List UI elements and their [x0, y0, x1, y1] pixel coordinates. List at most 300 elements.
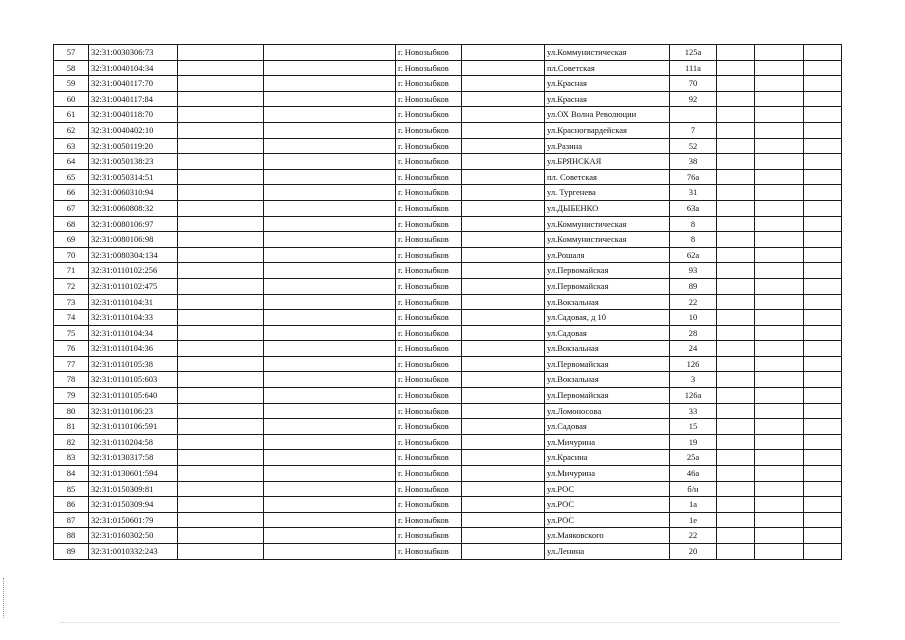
blank-cell: [178, 481, 264, 497]
city-name: г. Новозыбков: [396, 450, 462, 466]
house-number: 89: [670, 278, 717, 294]
street-name: ул.Первомайская: [545, 356, 670, 372]
blank-cell: [462, 544, 545, 560]
blank-cell: [755, 91, 804, 107]
city-name: г. Новозыбков: [396, 169, 462, 185]
blank-cell: [462, 497, 545, 513]
city-name: г. Новозыбков: [396, 497, 462, 513]
blank-cell: [717, 497, 755, 513]
blank-cell: [804, 247, 842, 263]
house-number: 70: [670, 76, 717, 92]
blank-cell: [804, 419, 842, 435]
house-number: 62а: [670, 247, 717, 263]
blank-cell: [178, 372, 264, 388]
blank-cell: [178, 91, 264, 107]
cadastral-number: 32:31:0040104:34: [89, 60, 178, 76]
blank-cell: [804, 388, 842, 404]
blank-cell: [264, 325, 396, 341]
blank-cell: [178, 294, 264, 310]
cadastral-number: 32:31:0110104:36: [89, 341, 178, 357]
blank-cell: [178, 310, 264, 326]
cadastral-number: 32:31:0080106:97: [89, 216, 178, 232]
blank-cell: [804, 263, 842, 279]
city-name: г. Новозыбков: [396, 263, 462, 279]
blank-cell: [462, 356, 545, 372]
blank-cell: [462, 294, 545, 310]
blank-cell: [804, 325, 842, 341]
house-number: 126а: [670, 388, 717, 404]
blank-cell: [755, 310, 804, 326]
blank-cell: [264, 107, 396, 123]
table-row: [54, 466, 842, 482]
blank-cell: [178, 169, 264, 185]
cadastral-number: 32:31:0110105:38: [89, 356, 178, 372]
blank-cell: [264, 481, 396, 497]
table-row: [54, 325, 842, 341]
blank-cell: [462, 403, 545, 419]
blank-cell: [755, 341, 804, 357]
blank-cell: [755, 434, 804, 450]
cadastral-number: 32:31:0040117:84: [89, 91, 178, 107]
city-name: г. Новозыбков: [396, 216, 462, 232]
street-name: ул.Садовая: [545, 325, 670, 341]
blank-cell: [804, 45, 842, 61]
blank-cell: [804, 138, 842, 154]
table-row: [54, 512, 842, 528]
blank-cell: [717, 294, 755, 310]
blank-cell: [462, 60, 545, 76]
street-name: ул.БРЯНСКАЯ: [545, 154, 670, 170]
blank-cell: [804, 232, 842, 248]
row-number: 79: [54, 388, 89, 404]
house-number: 25а: [670, 450, 717, 466]
blank-cell: [804, 310, 842, 326]
house-number: 52: [670, 138, 717, 154]
scan-bottom-noise: [60, 622, 840, 624]
blank-cell: [178, 247, 264, 263]
cadastral-number: 32:31:0150309:94: [89, 497, 178, 513]
table-row: [54, 450, 842, 466]
city-name: г. Новозыбков: [396, 310, 462, 326]
blank-cell: [717, 512, 755, 528]
cadastral-number: 32:31:0050138:23: [89, 154, 178, 170]
blank-cell: [462, 200, 545, 216]
cadastral-number: 32:31:0080304:134: [89, 247, 178, 263]
blank-cell: [804, 466, 842, 482]
blank-cell: [804, 154, 842, 170]
blank-cell: [462, 138, 545, 154]
blank-cell: [755, 497, 804, 513]
house-number: 22: [670, 528, 717, 544]
row-number: 72: [54, 278, 89, 294]
blank-cell: [717, 60, 755, 76]
blank-cell: [178, 154, 264, 170]
blank-cell: [804, 341, 842, 357]
blank-cell: [264, 372, 396, 388]
blank-cell: [264, 356, 396, 372]
table-row: [54, 107, 842, 123]
house-number: 111а: [670, 60, 717, 76]
house-number: 8: [670, 216, 717, 232]
house-number: 20: [670, 544, 717, 560]
row-number: 64: [54, 154, 89, 170]
blank-cell: [462, 169, 545, 185]
blank-cell: [755, 356, 804, 372]
city-name: г. Новозыбков: [396, 45, 462, 61]
row-number: 66: [54, 185, 89, 201]
blank-cell: [717, 403, 755, 419]
blank-cell: [804, 216, 842, 232]
table-row: [54, 434, 842, 450]
blank-cell: [178, 76, 264, 92]
row-number: 67: [54, 200, 89, 216]
cadastral-number: 32:31:0110106:591: [89, 419, 178, 435]
blank-cell: [717, 185, 755, 201]
blank-cell: [717, 388, 755, 404]
cadastral-number: 32:31:0110104:33: [89, 310, 178, 326]
street-name: ул.Ленина: [545, 544, 670, 560]
city-name: г. Новозыбков: [396, 372, 462, 388]
blank-cell: [462, 107, 545, 123]
city-name: г. Новозыбков: [396, 76, 462, 92]
table-row: [54, 419, 842, 435]
blank-cell: [717, 91, 755, 107]
blank-cell: [264, 419, 396, 435]
table-row: [54, 528, 842, 544]
blank-cell: [755, 466, 804, 482]
blank-cell: [264, 45, 396, 61]
blank-cell: [717, 200, 755, 216]
blank-cell: [462, 122, 545, 138]
street-name: ул.Садовая, д 10: [545, 310, 670, 326]
blank-cell: [462, 419, 545, 435]
blank-cell: [755, 232, 804, 248]
table-row: [54, 216, 842, 232]
house-number: 93: [670, 263, 717, 279]
street-name: ул.ОХ Волна Революции: [545, 107, 670, 123]
blank-cell: [264, 76, 396, 92]
scan-edge-mark: [3, 578, 5, 618]
row-number: 87: [54, 512, 89, 528]
row-number: 71: [54, 263, 89, 279]
street-name: ул.Ломоносова: [545, 403, 670, 419]
blank-cell: [264, 450, 396, 466]
blank-cell: [717, 310, 755, 326]
cadastral-number: 32:31:0110106:23: [89, 403, 178, 419]
blank-cell: [755, 122, 804, 138]
blank-cell: [717, 419, 755, 435]
street-name: ул.Коммунистическая: [545, 216, 670, 232]
city-name: г. Новозыбков: [396, 341, 462, 357]
cadastral-number: 32:31:0130601:594: [89, 466, 178, 482]
table-row: [54, 388, 842, 404]
house-number: 38: [670, 154, 717, 170]
blank-cell: [717, 107, 755, 123]
blank-cell: [178, 466, 264, 482]
row-number: 65: [54, 169, 89, 185]
blank-cell: [755, 294, 804, 310]
blank-cell: [717, 341, 755, 357]
blank-cell: [462, 481, 545, 497]
blank-cell: [804, 403, 842, 419]
blank-cell: [755, 107, 804, 123]
blank-cell: [264, 154, 396, 170]
street-name: ул.Садовая: [545, 419, 670, 435]
street-name: ул.Мичурина: [545, 434, 670, 450]
blank-cell: [755, 200, 804, 216]
city-name: г. Новозыбков: [396, 403, 462, 419]
blank-cell: [178, 122, 264, 138]
blank-cell: [804, 497, 842, 513]
city-name: г. Новозыбков: [396, 278, 462, 294]
blank-cell: [264, 169, 396, 185]
blank-cell: [264, 403, 396, 419]
table-row: [54, 185, 842, 201]
blank-cell: [804, 200, 842, 216]
blank-cell: [178, 325, 264, 341]
street-name: ул.Коммунистическая: [545, 232, 670, 248]
city-name: г. Новозыбков: [396, 232, 462, 248]
blank-cell: [178, 60, 264, 76]
house-number: 63а: [670, 200, 717, 216]
blank-cell: [804, 294, 842, 310]
blank-cell: [264, 232, 396, 248]
blank-cell: [717, 528, 755, 544]
blank-cell: [264, 278, 396, 294]
blank-cell: [462, 341, 545, 357]
row-number: 68: [54, 216, 89, 232]
house-number: 92: [670, 91, 717, 107]
blank-cell: [264, 466, 396, 482]
street-name: ул.Мичурина: [545, 466, 670, 482]
house-number: 7: [670, 122, 717, 138]
blank-cell: [755, 278, 804, 294]
blank-cell: [462, 388, 545, 404]
house-number: 3: [670, 372, 717, 388]
house-number: 1а: [670, 497, 717, 513]
row-number: 59: [54, 76, 89, 92]
blank-cell: [462, 310, 545, 326]
cadastral-number: 32:31:0110102:475: [89, 278, 178, 294]
blank-cell: [804, 76, 842, 92]
city-name: г. Новозыбков: [396, 356, 462, 372]
blank-cell: [462, 278, 545, 294]
street-name: ул.РОС: [545, 512, 670, 528]
blank-cell: [462, 232, 545, 248]
blank-cell: [717, 122, 755, 138]
house-number: 10: [670, 310, 717, 326]
blank-cell: [717, 450, 755, 466]
blank-cell: [462, 512, 545, 528]
row-number: 81: [54, 419, 89, 435]
blank-cell: [755, 76, 804, 92]
street-name: ул.Первомайская: [545, 388, 670, 404]
row-number: 83: [54, 450, 89, 466]
row-number: 57: [54, 45, 89, 61]
table-row: [54, 497, 842, 513]
row-number: 89: [54, 544, 89, 560]
blank-cell: [264, 91, 396, 107]
blank-cell: [462, 372, 545, 388]
blank-cell: [755, 60, 804, 76]
cadastral-number: 32:31:0110102:256: [89, 263, 178, 279]
street-name: ул.Рошаля: [545, 247, 670, 263]
blank-cell: [755, 372, 804, 388]
blank-cell: [178, 544, 264, 560]
row-number: 70: [54, 247, 89, 263]
blank-cell: [264, 247, 396, 263]
property-registry-table: [53, 44, 842, 560]
city-name: г. Новозыбков: [396, 434, 462, 450]
blank-cell: [804, 512, 842, 528]
cadastral-number: 32:31:0040402:10: [89, 122, 178, 138]
blank-cell: [804, 122, 842, 138]
row-number: 60: [54, 91, 89, 107]
city-name: г. Новозыбков: [396, 154, 462, 170]
blank-cell: [462, 154, 545, 170]
blank-cell: [804, 185, 842, 201]
table-row: [54, 45, 842, 61]
blank-cell: [804, 169, 842, 185]
blank-cell: [462, 76, 545, 92]
house-number: 33: [670, 403, 717, 419]
table-row: [54, 138, 842, 154]
table-row: [54, 481, 842, 497]
blank-cell: [178, 403, 264, 419]
cadastral-number: 32:31:0150601:79: [89, 512, 178, 528]
blank-cell: [178, 200, 264, 216]
house-number: 76а: [670, 169, 717, 185]
house-number: 31: [670, 185, 717, 201]
blank-cell: [264, 200, 396, 216]
table-row: [54, 247, 842, 263]
street-name: ул.Красная: [545, 76, 670, 92]
blank-cell: [717, 544, 755, 560]
blank-cell: [755, 216, 804, 232]
house-number: 46а: [670, 466, 717, 482]
blank-cell: [755, 481, 804, 497]
city-name: г. Новозыбков: [396, 247, 462, 263]
table-row: [54, 356, 842, 372]
cadastral-number: 32:31:0040118:70: [89, 107, 178, 123]
cadastral-number: 32:31:0050314:51: [89, 169, 178, 185]
cadastral-number: 32:31:0040117:70: [89, 76, 178, 92]
blank-cell: [755, 528, 804, 544]
blank-cell: [264, 263, 396, 279]
street-name: ул.Вокзальная: [545, 341, 670, 357]
blank-cell: [462, 247, 545, 263]
blank-cell: [462, 91, 545, 107]
city-name: г. Новозыбков: [396, 528, 462, 544]
blank-cell: [717, 466, 755, 482]
cadastral-number: 32:31:0050119:20: [89, 138, 178, 154]
cadastral-number: 32:31:0060310:94: [89, 185, 178, 201]
blank-cell: [717, 325, 755, 341]
blank-cell: [755, 263, 804, 279]
row-number: 85: [54, 481, 89, 497]
house-number: 19: [670, 434, 717, 450]
city-name: г. Новозыбков: [396, 325, 462, 341]
table-row: [54, 263, 842, 279]
blank-cell: [717, 216, 755, 232]
city-name: г. Новозыбков: [396, 512, 462, 528]
blank-cell: [178, 278, 264, 294]
blank-cell: [462, 216, 545, 232]
blank-cell: [717, 434, 755, 450]
street-name: ул.Первомайская: [545, 263, 670, 279]
city-name: г. Новозыбков: [396, 419, 462, 435]
blank-cell: [717, 169, 755, 185]
blank-cell: [264, 341, 396, 357]
blank-cell: [264, 528, 396, 544]
row-number: 61: [54, 107, 89, 123]
house-number: 22: [670, 294, 717, 310]
blank-cell: [755, 185, 804, 201]
blank-cell: [264, 216, 396, 232]
table-row: [54, 544, 842, 560]
city-name: г. Новозыбков: [396, 544, 462, 560]
city-name: г. Новозыбков: [396, 138, 462, 154]
cadastral-number: 32:31:0110104:31: [89, 294, 178, 310]
row-number: 82: [54, 434, 89, 450]
blank-cell: [755, 388, 804, 404]
blank-cell: [717, 247, 755, 263]
table-row: [54, 76, 842, 92]
table-row: [54, 232, 842, 248]
city-name: г. Новозыбков: [396, 294, 462, 310]
table-row: [54, 294, 842, 310]
blank-cell: [804, 107, 842, 123]
blank-cell: [755, 403, 804, 419]
blank-cell: [462, 263, 545, 279]
blank-cell: [804, 372, 842, 388]
blank-cell: [717, 138, 755, 154]
blank-cell: [178, 528, 264, 544]
blank-cell: [264, 185, 396, 201]
city-name: г. Новозыбков: [396, 466, 462, 482]
blank-cell: [264, 544, 396, 560]
table-row: [54, 91, 842, 107]
blank-cell: [178, 388, 264, 404]
blank-cell: [178, 434, 264, 450]
blank-cell: [264, 60, 396, 76]
house-number: 8: [670, 232, 717, 248]
blank-cell: [755, 45, 804, 61]
row-number: 78: [54, 372, 89, 388]
blank-cell: [804, 544, 842, 560]
street-name: ул.Красная: [545, 91, 670, 107]
row-number: 88: [54, 528, 89, 544]
cadastral-number: 32:31:0110105:603: [89, 372, 178, 388]
house-number: 15: [670, 419, 717, 435]
blank-cell: [717, 76, 755, 92]
blank-cell: [755, 544, 804, 560]
cadastral-number: 32:31:0110104:34: [89, 325, 178, 341]
blank-cell: [755, 154, 804, 170]
house-number: [670, 107, 717, 123]
city-name: г. Новозыбков: [396, 388, 462, 404]
blank-cell: [755, 247, 804, 263]
city-name: г. Новозыбков: [396, 185, 462, 201]
blank-cell: [178, 419, 264, 435]
street-name: ул.Вокзальная: [545, 372, 670, 388]
blank-cell: [717, 45, 755, 61]
street-name: ул.Первомайская: [545, 278, 670, 294]
blank-cell: [755, 512, 804, 528]
house-number: 28: [670, 325, 717, 341]
blank-cell: [755, 138, 804, 154]
street-name: пл. Советская: [545, 169, 670, 185]
